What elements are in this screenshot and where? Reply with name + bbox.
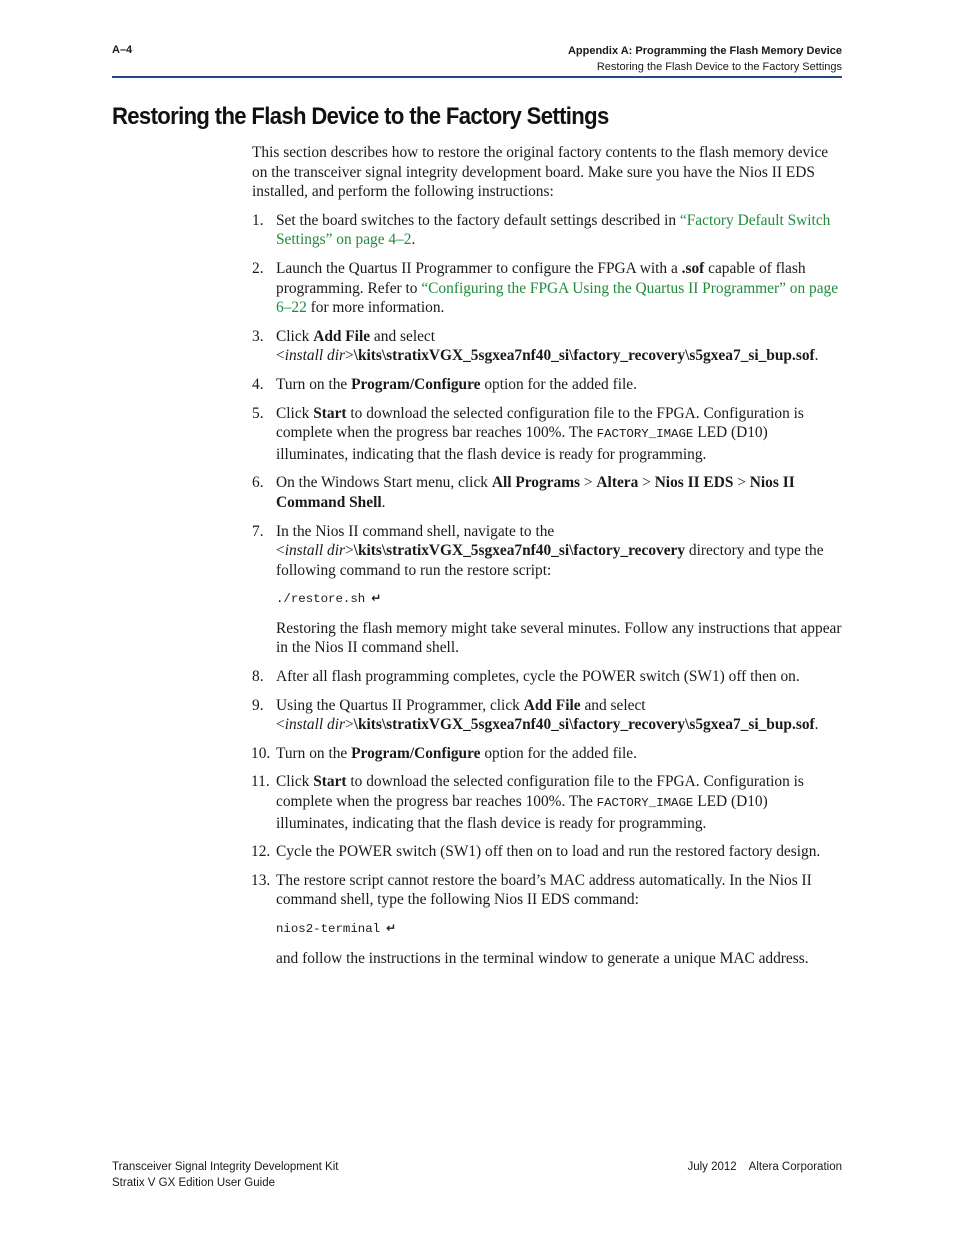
section-heading: Restoring the Flash Device to the Factory Settings (112, 103, 609, 130)
procedure-list (252, 211, 842, 968)
file-path: \kits\stratixVGX_5sgxea7nf40_si\factory_recovery\s5gxea7_si_bup.sof (353, 716, 815, 734)
list-item: 4. Turn on the Program/Configure option for the added file. (252, 375, 637, 393)
intro-paragraph: This section describes how to restore the original factory contents to the flash memory device on the transceiver signal integrity development board. Make sure you have the Nios II EDS installed, and perform the following instructions: (252, 144, 829, 201)
list-item: 2. Launch the Quartus II Programmer to configure the FPGA with a .sof capable of flash programming. Refer to “Configuring the FPGA Using the Quartus II Programmer” on page 6–22 for more information. (252, 259, 839, 317)
step-number: 4. (252, 375, 264, 393)
publication-date: July 2012 (687, 1161, 737, 1173)
list-item: 8. After all flash programming completes, cycle the POWER switch (SW1) off then on. (252, 668, 800, 686)
step-number: 6. (252, 474, 264, 492)
step-number: 13. (251, 871, 271, 889)
header-rule (112, 76, 842, 78)
step-note: Restoring the flash memory might take several minutes. Follow any instructions that appear in the Nios II command shell. (276, 619, 842, 657)
footer-publication-info (687, 1159, 842, 1175)
doc-subtitle: Stratix V GX Edition User Guide (112, 1177, 275, 1189)
command-line: nios2-terminal ↵ (276, 921, 397, 936)
step-number: 10. (251, 744, 271, 762)
enter-key-icon: ↵ (371, 591, 382, 606)
step-number: 5. (252, 404, 264, 422)
step-number: 12. (251, 843, 271, 861)
section-title: Restoring the Flash Device to the Factory Settings (596, 61, 842, 73)
step-number: 8. (252, 668, 264, 686)
list-item: 3. Click Add File and select <install dir>\kits\stratixVGX_5sgxea7nf40_si\factory_recovery\s5gxea7_si_bup.sof. (252, 327, 819, 365)
list-item: 7. In the Nios II command shell, navigate to the <install dir>\kits\stratixVGX_5sgxea7nf40_si\factory_recovery directory and type the following command to run the restore script: ./restore.sh ↵ Restoring the flash memory might take several minutes. Follow any instructions that appear in the Nios II command shell. (252, 522, 842, 657)
cross-reference-link[interactable]: “Configuring the FPGA Using the Quartus II Programmer” on page 6–22 (276, 279, 839, 317)
company-name: Altera Corporation (748, 1161, 842, 1173)
command-line: ./restore.sh ↵ (276, 591, 382, 607)
footer-document-title (112, 1159, 338, 1191)
list-item: 12. Cycle the POWER switch (SW1) off then on to load and run the restored factory design. (251, 843, 821, 861)
step-number: 11. (251, 773, 270, 791)
list-item: 11. Click Start to download the selected configuration file to the FPGA. Configuration is complete when the progress bar reaches 100%. The FACTORY_IMAGE LED (D10) illuminates, indicating that the flash device is ready for programming. (251, 773, 804, 832)
list-item: 13. The restore script cannot restore the board’s MAC address automatically. In the Nios II command shell, type the following Nios II EDS command: nios2-terminal ↵ and follow the instructions in the terminal window to generate a unique MAC address. (252, 871, 842, 968)
list-item: 1. Set the board switches to the factory default settings described in “Factory Default Switch Settings” on page 4–2. (252, 211, 831, 249)
step-number: 2. (252, 259, 264, 277)
cross-reference-link[interactable]: “Factory Default Switch Settings” on page 4–2 (276, 211, 831, 249)
page-number: A–4 (112, 44, 133, 56)
enter-key-icon: ↵ (386, 921, 397, 935)
step-note: and follow the instructions in the terminal window to generate a unique MAC address. (276, 949, 809, 967)
directory-path: \kits\stratixVGX_5sgxea7nf40_si\factory_recovery (353, 542, 686, 560)
doc-title: Transceiver Signal Integrity Development Kit (112, 1161, 339, 1173)
step-number: 1. (252, 211, 264, 229)
signal-name: FACTORY_IMAGE (596, 427, 694, 442)
body-text (252, 143, 842, 977)
file-path: \kits\stratixVGX_5sgxea7nf40_si\factory_recovery\s5gxea7_si_bup.sof (353, 347, 815, 365)
chapter-title: Appendix A: Programming the Flash Memory Device (567, 45, 842, 57)
step-number: 7. (252, 522, 264, 540)
list-item: 9. Using the Quartus II Programmer, click Add File and select <install dir>\kits\stratixVGX_5sgxea7nf40_si\factory_recovery\s5gxea7_si_bup.sof. (252, 696, 819, 734)
step-number: 9. (252, 696, 264, 714)
step-number: 3. (252, 327, 264, 345)
list-item: 6. On the Windows Start menu, click All Programs > Altera > Nios II EDS > Nios II Command Shell. (252, 474, 795, 511)
list-item: 10. Turn on the Program/Configure option for the added file. (251, 744, 637, 762)
signal-name: FACTORY_IMAGE (596, 796, 694, 811)
list-item: 5. Click Start to download the selected configuration file to the FPGA. Configuration is complete when the progress bar reaches 100%. The FACTORY_IMAGE LED (D10) illuminates, indicating that the flash device is ready for programming. (252, 404, 804, 463)
running-header (568, 43, 842, 75)
